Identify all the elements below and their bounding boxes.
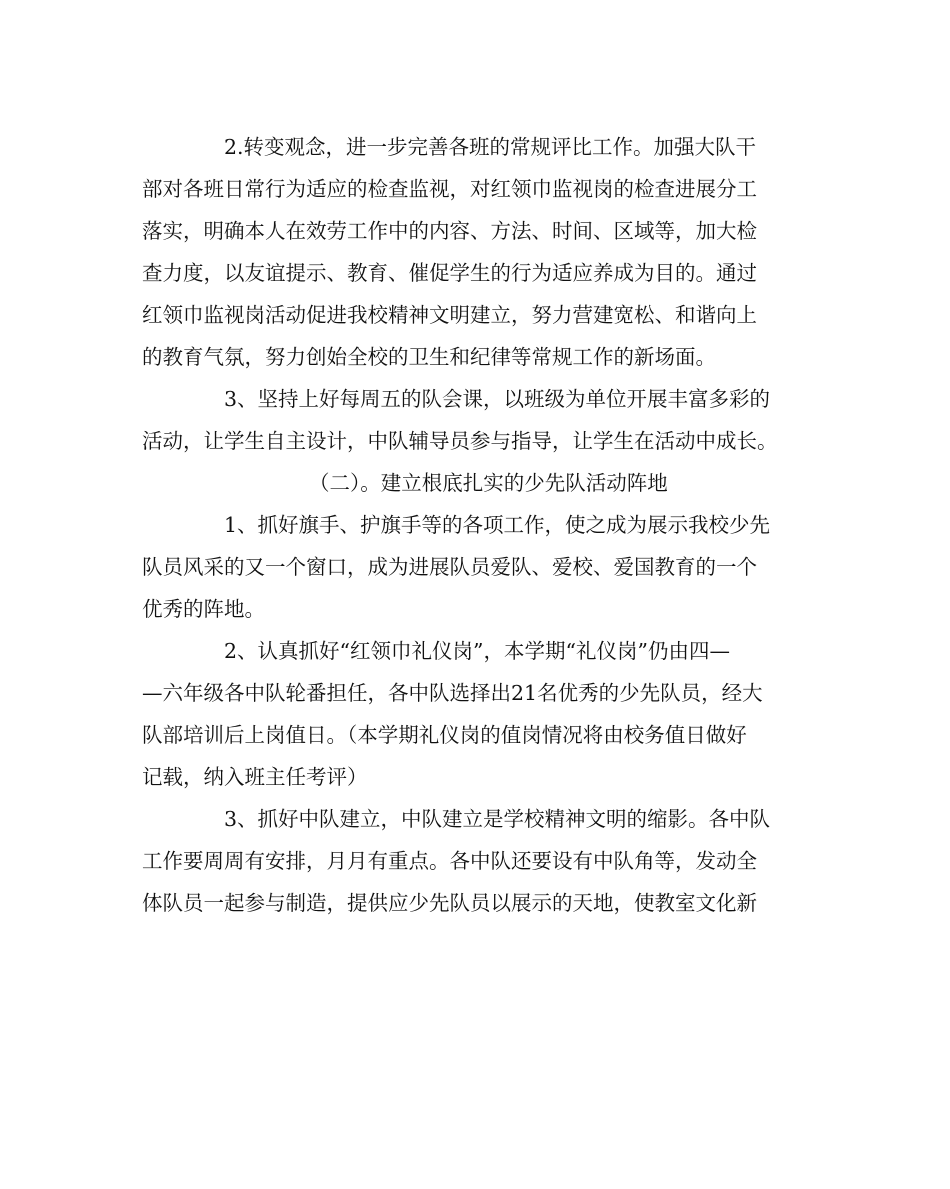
text-line: 体队员一起参与制造，提供应少先队员以展示的天地，使教室文化新 [142, 891, 757, 915]
document-body [142, 126, 812, 924]
text-line: 1、抓好旗手、护旗手等的各项工作，使之成为展示我校少先 [224, 513, 771, 537]
section-heading [142, 462, 812, 504]
paragraph-2 [142, 378, 812, 462]
text-line: 优秀的阵地。 [142, 597, 265, 621]
text-line: 2.转变观念，进一步完善各班的常规评比工作。加强大队干 [224, 135, 757, 159]
text-line: 3、抓好中队建立，中队建立是学校精神文明的缩影。各中队 [224, 807, 771, 831]
text-line: 队员风采的又一个窗口，成为进展队员爱队、爱校、爱国教育的一个 [142, 555, 757, 579]
paragraph-1 [142, 126, 812, 378]
text-line: 活动，让学生自主设计，中队辅导员参与指导，让学生在活动中成长。 [142, 429, 778, 453]
text-line: 3、坚持上好每周五的队会课，以班级为单位开展丰富多彩的 [224, 387, 771, 411]
text-line: 的教育气氛，努力创始全校的卫生和纪律等常规工作的新场面。 [142, 345, 716, 369]
text-line: 记载，纳入班主任考评） [142, 765, 368, 789]
text-line: 2、认真抓好“红领巾礼仪岗”，本学期“礼仪岗”仍由四— [224, 639, 730, 663]
text-line: 查力度，以友谊提示、教育、催促学生的行为适应养成为目的。通过 [142, 261, 757, 285]
text-line: 红领巾监视岗活动促进我校精神文明建立，努力营建宽松、和谐向上 [142, 303, 757, 327]
heading-text: （二）。建立根底扎实的少先队活动阵地 [309, 471, 668, 495]
paragraph-3 [142, 504, 812, 630]
paragraph-5 [142, 798, 812, 924]
text-line: 部对各班日常行为适应的检查监视，对红领巾监视岗的检查进展分工 [142, 177, 757, 201]
text-line: 落实，明确本人在效劳工作中的内容、方法、时间、区域等，加大检 [142, 219, 757, 243]
text-line: 工作要周周有安排，月月有重点。各中队还要设有中队角等，发动全 [142, 849, 757, 873]
text-line: —六年级各中队轮番担任，各中队选择出21名优秀的少先队员，经大 [142, 681, 763, 705]
text-line: 队部培训后上岗值日。（本学期礼仪岗的值岗情况将由校务值日做好 [142, 723, 747, 747]
paragraph-4 [142, 630, 812, 798]
